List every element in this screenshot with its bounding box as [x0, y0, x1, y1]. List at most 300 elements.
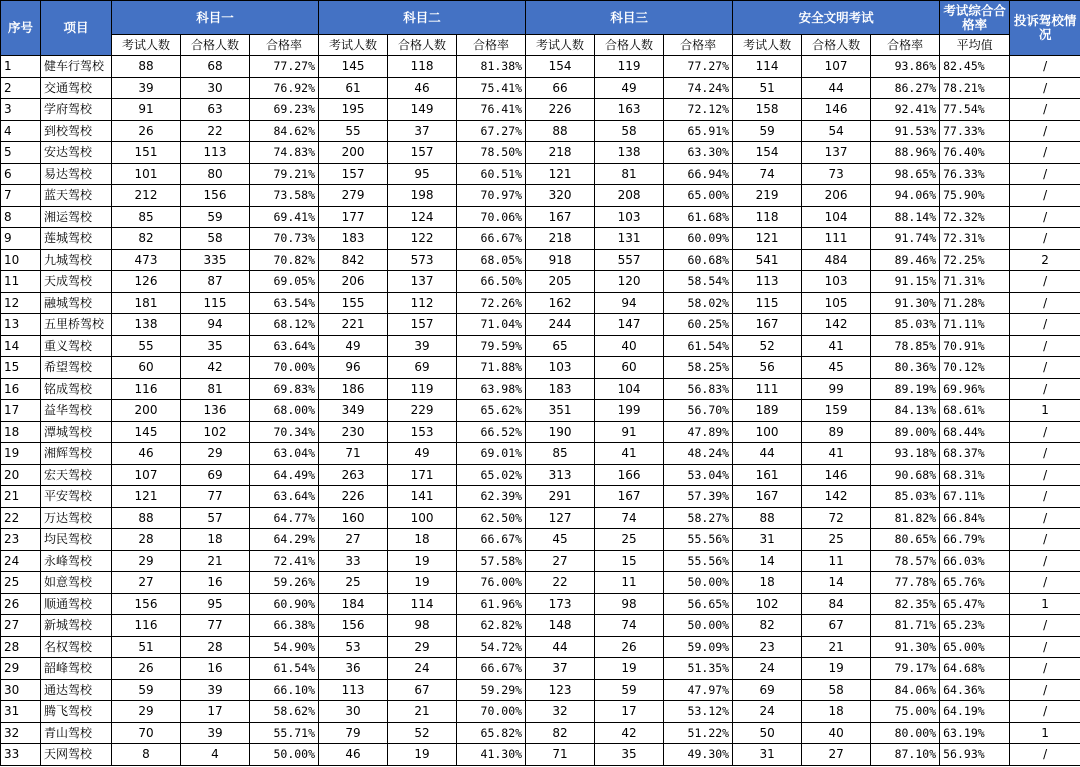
cell-s2-rate: 63.98%	[457, 378, 526, 400]
cell-complaint: /	[1010, 357, 1080, 379]
subheader-s3-passed: 合格人数	[595, 35, 664, 56]
cell-safe-passed: 89	[802, 421, 871, 443]
cell-s1-takers: 60	[112, 357, 181, 379]
cell-s2-rate: 81.38%	[457, 56, 526, 78]
cell-school: 重义驾校	[41, 335, 112, 357]
cell-s1-rate: 68.12%	[250, 314, 319, 336]
cell-complaint: /	[1010, 679, 1080, 701]
cell-s2-takers: 36	[319, 658, 388, 680]
cell-safe-takers: 51	[733, 77, 802, 99]
cell-safe-passed: 73	[802, 163, 871, 185]
cell-school: 湘运驾校	[41, 206, 112, 228]
cell-safe-passed: 21	[802, 636, 871, 658]
table-row	[1, 142, 1080, 164]
cell-complaint: /	[1010, 335, 1080, 357]
cell-s1-takers: 39	[112, 77, 181, 99]
cell-overall-avg: 77.54%	[940, 99, 1010, 121]
table-row	[1, 529, 1080, 551]
cell-s1-passed: 59	[181, 206, 250, 228]
cell-s1-passed: 115	[181, 292, 250, 314]
cell-s2-rate: 65.02%	[457, 464, 526, 486]
cell-s2-passed: 37	[388, 120, 457, 142]
cell-s1-takers: 8	[112, 744, 181, 766]
table-row	[1, 378, 1080, 400]
cell-s1-rate: 59.26%	[250, 572, 319, 594]
cell-s3-takers: 121	[526, 163, 595, 185]
cell-s1-passed: 94	[181, 314, 250, 336]
cell-s2-passed: 119	[388, 378, 457, 400]
table-row	[1, 228, 1080, 250]
cell-s3-rate: 65.00%	[664, 185, 733, 207]
header-complaint	[1010, 1, 1080, 56]
cell-s2-passed: 573	[388, 249, 457, 271]
cell-safe-rate: 91.30%	[871, 636, 940, 658]
cell-s1-passed: 63	[181, 99, 250, 121]
cell-s2-takers: 145	[319, 56, 388, 78]
table-row	[1, 335, 1080, 357]
cell-s1-rate: 69.41%	[250, 206, 319, 228]
cell-s3-takers: 88	[526, 120, 595, 142]
cell-s1-passed: 22	[181, 120, 250, 142]
cell-complaint: 1	[1010, 722, 1080, 744]
cell-safe-rate: 91.53%	[871, 120, 940, 142]
cell-safe-takers: 23	[733, 636, 802, 658]
subheader-average: 平均值	[940, 35, 1010, 56]
cell-no: 8	[1, 206, 41, 228]
cell-no: 5	[1, 142, 41, 164]
cell-s1-takers: 70	[112, 722, 181, 744]
cell-s2-rate: 66.67%	[457, 529, 526, 551]
cell-s2-rate: 67.27%	[457, 120, 526, 142]
cell-s1-passed: 69	[181, 464, 250, 486]
cell-s1-takers: 28	[112, 529, 181, 551]
cell-overall-avg: 68.31%	[940, 464, 1010, 486]
cell-s1-rate: 70.82%	[250, 249, 319, 271]
cell-overall-avg: 71.28%	[940, 292, 1010, 314]
table-row	[1, 400, 1080, 422]
cell-safe-rate: 87.10%	[871, 744, 940, 766]
cell-complaint: /	[1010, 615, 1080, 637]
cell-safe-passed: 111	[802, 228, 871, 250]
cell-s3-passed: 74	[595, 507, 664, 529]
cell-school: 天网驾校	[41, 744, 112, 766]
cell-s1-rate: 50.00%	[250, 744, 319, 766]
cell-safe-rate: 88.96%	[871, 142, 940, 164]
cell-s1-takers: 27	[112, 572, 181, 594]
cell-s1-passed: 35	[181, 335, 250, 357]
cell-complaint: /	[1010, 314, 1080, 336]
cell-s3-rate: 51.35%	[664, 658, 733, 680]
cell-safe-passed: 18	[802, 701, 871, 723]
cell-s2-takers: 206	[319, 271, 388, 293]
cell-safe-rate: 85.03%	[871, 486, 940, 508]
cell-s2-takers: 25	[319, 572, 388, 594]
cell-s2-takers: 55	[319, 120, 388, 142]
cell-s3-passed: 104	[595, 378, 664, 400]
cell-s1-rate: 63.54%	[250, 292, 319, 314]
cell-safe-rate: 84.13%	[871, 400, 940, 422]
cell-s1-passed: 87	[181, 271, 250, 293]
cell-overall-avg: 68.44%	[940, 421, 1010, 443]
cell-safe-rate: 78.85%	[871, 335, 940, 357]
cell-s3-takers: 320	[526, 185, 595, 207]
cell-s2-takers: 71	[319, 443, 388, 465]
cell-s2-rate: 62.39%	[457, 486, 526, 508]
subheader-s2-rate: 合格率	[457, 35, 526, 56]
cell-s3-rate: 61.54%	[664, 335, 733, 357]
cell-school: 希望驾校	[41, 357, 112, 379]
cell-safe-takers: 74	[733, 163, 802, 185]
cell-s2-takers: 349	[319, 400, 388, 422]
cell-overall-avg: 64.19%	[940, 701, 1010, 723]
cell-s3-passed: 11	[595, 572, 664, 594]
cell-complaint: /	[1010, 56, 1080, 78]
cell-safe-rate: 92.41%	[871, 99, 940, 121]
cell-s3-takers: 218	[526, 228, 595, 250]
cell-s1-takers: 200	[112, 400, 181, 422]
cell-s3-passed: 58	[595, 120, 664, 142]
cell-safe-takers: 102	[733, 593, 802, 615]
cell-s2-passed: 18	[388, 529, 457, 551]
cell-s3-passed: 15	[595, 550, 664, 572]
cell-s2-takers: 186	[319, 378, 388, 400]
cell-s3-takers: 103	[526, 357, 595, 379]
cell-no: 32	[1, 722, 41, 744]
cell-s2-rate: 54.72%	[457, 636, 526, 658]
cell-school: 九城驾校	[41, 249, 112, 271]
cell-s1-rate: 61.54%	[250, 658, 319, 680]
cell-no: 26	[1, 593, 41, 615]
cell-s2-passed: 118	[388, 56, 457, 78]
cell-complaint: /	[1010, 464, 1080, 486]
cell-s3-takers: 162	[526, 292, 595, 314]
cell-s1-passed: 16	[181, 572, 250, 594]
cell-s1-passed: 16	[181, 658, 250, 680]
cell-no: 7	[1, 185, 41, 207]
header-overall-pass-rate	[940, 1, 1010, 35]
cell-s3-passed: 103	[595, 206, 664, 228]
cell-school: 五里桥驾校	[41, 314, 112, 336]
cell-safe-takers: 111	[733, 378, 802, 400]
cell-s2-rate: 61.96%	[457, 593, 526, 615]
cell-no: 1	[1, 56, 41, 78]
cell-s1-takers: 101	[112, 163, 181, 185]
cell-s1-takers: 29	[112, 550, 181, 572]
cell-s2-takers: 156	[319, 615, 388, 637]
table-row	[1, 120, 1080, 142]
cell-complaint: /	[1010, 744, 1080, 766]
cell-school: 均民驾校	[41, 529, 112, 551]
table-row	[1, 615, 1080, 637]
cell-no: 15	[1, 357, 41, 379]
cell-s3-takers: 71	[526, 744, 595, 766]
cell-s1-rate: 55.71%	[250, 722, 319, 744]
cell-complaint: /	[1010, 228, 1080, 250]
cell-s3-rate: 50.00%	[664, 572, 733, 594]
cell-school: 天成驾校	[41, 271, 112, 293]
cell-school: 健车行驾校	[41, 56, 112, 78]
cell-s3-passed: 74	[595, 615, 664, 637]
cell-s3-rate: 48.24%	[664, 443, 733, 465]
cell-s3-takers: 183	[526, 378, 595, 400]
cell-s2-rate: 62.50%	[457, 507, 526, 529]
cell-s1-passed: 42	[181, 357, 250, 379]
cell-no: 24	[1, 550, 41, 572]
cell-no: 13	[1, 314, 41, 336]
cell-s1-rate: 64.29%	[250, 529, 319, 551]
cell-no: 2	[1, 77, 41, 99]
cell-s3-rate: 58.54%	[664, 271, 733, 293]
cell-safe-passed: 45	[802, 357, 871, 379]
cell-s1-rate: 70.73%	[250, 228, 319, 250]
table-row	[1, 314, 1080, 336]
cell-no: 6	[1, 163, 41, 185]
cell-s1-takers: 116	[112, 378, 181, 400]
cell-school: 如意驾校	[41, 572, 112, 594]
cell-overall-avg: 68.37%	[940, 443, 1010, 465]
cell-overall-avg: 70.91%	[940, 335, 1010, 357]
cell-s1-passed: 58	[181, 228, 250, 250]
cell-s1-rate: 73.58%	[250, 185, 319, 207]
cell-s3-takers: 351	[526, 400, 595, 422]
cell-safe-rate: 93.86%	[871, 56, 940, 78]
cell-safe-takers: 31	[733, 744, 802, 766]
table-row	[1, 292, 1080, 314]
cell-s2-takers: 79	[319, 722, 388, 744]
cell-safe-rate: 89.46%	[871, 249, 940, 271]
cell-s2-rate: 66.67%	[457, 658, 526, 680]
cell-safe-passed: 19	[802, 658, 871, 680]
cell-s1-passed: 39	[181, 679, 250, 701]
cell-s2-passed: 122	[388, 228, 457, 250]
cell-s2-passed: 100	[388, 507, 457, 529]
cell-complaint: /	[1010, 443, 1080, 465]
cell-s3-rate: 66.94%	[664, 163, 733, 185]
cell-s1-passed: 77	[181, 615, 250, 637]
cell-s2-rate: 69.01%	[457, 443, 526, 465]
cell-no: 18	[1, 421, 41, 443]
subheader-s1-takers: 考试人数	[112, 35, 181, 56]
cell-s3-rate: 59.09%	[664, 636, 733, 658]
cell-s2-rate: 78.50%	[457, 142, 526, 164]
cell-complaint: /	[1010, 271, 1080, 293]
cell-s3-takers: 313	[526, 464, 595, 486]
cell-s2-rate: 70.06%	[457, 206, 526, 228]
cell-s3-rate: 72.12%	[664, 99, 733, 121]
cell-s2-passed: 29	[388, 636, 457, 658]
cell-s1-takers: 85	[112, 206, 181, 228]
cell-s2-rate: 57.58%	[457, 550, 526, 572]
cell-no: 14	[1, 335, 41, 357]
cell-s1-takers: 138	[112, 314, 181, 336]
cell-s2-takers: 30	[319, 701, 388, 723]
cell-s2-rate: 79.59%	[457, 335, 526, 357]
subheader-s2-passed: 合格人数	[388, 35, 457, 56]
header-item: 项目	[41, 1, 112, 56]
cell-overall-avg: 72.32%	[940, 206, 1010, 228]
cell-school: 顺通驾校	[41, 593, 112, 615]
cell-s3-passed: 40	[595, 335, 664, 357]
cell-s2-rate: 76.41%	[457, 99, 526, 121]
cell-s2-takers: 157	[319, 163, 388, 185]
cell-complaint: /	[1010, 529, 1080, 551]
cell-s1-rate: 64.77%	[250, 507, 319, 529]
cell-complaint: 1	[1010, 593, 1080, 615]
cell-s3-passed: 41	[595, 443, 664, 465]
cell-s3-rate: 65.91%	[664, 120, 733, 142]
cell-complaint: /	[1010, 120, 1080, 142]
cell-safe-passed: 484	[802, 249, 871, 271]
subheader-safe-rate: 合格率	[871, 35, 940, 56]
cell-s3-passed: 98	[595, 593, 664, 615]
cell-s3-takers: 66	[526, 77, 595, 99]
cell-s2-takers: 263	[319, 464, 388, 486]
cell-school: 宏天驾校	[41, 464, 112, 486]
cell-school: 交通驾校	[41, 77, 112, 99]
cell-s2-rate: 72.26%	[457, 292, 526, 314]
cell-s2-rate: 59.29%	[457, 679, 526, 701]
table-row	[1, 464, 1080, 486]
cell-s2-takers: 96	[319, 357, 388, 379]
cell-safe-rate: 85.03%	[871, 314, 940, 336]
cell-s2-takers: 200	[319, 142, 388, 164]
cell-safe-passed: 159	[802, 400, 871, 422]
cell-no: 33	[1, 744, 41, 766]
cell-s3-rate: 58.27%	[664, 507, 733, 529]
cell-complaint: /	[1010, 99, 1080, 121]
table-row	[1, 679, 1080, 701]
cell-s3-passed: 17	[595, 701, 664, 723]
cell-school: 融城驾校	[41, 292, 112, 314]
cell-complaint: /	[1010, 486, 1080, 508]
table-row	[1, 658, 1080, 680]
cell-s1-passed: 18	[181, 529, 250, 551]
cell-s1-takers: 88	[112, 56, 181, 78]
cell-overall-avg: 65.47%	[940, 593, 1010, 615]
cell-no: 22	[1, 507, 41, 529]
cell-s2-passed: 19	[388, 744, 457, 766]
cell-s3-rate: 56.70%	[664, 400, 733, 422]
cell-s1-passed: 28	[181, 636, 250, 658]
cell-overall-avg: 71.31%	[940, 271, 1010, 293]
cell-overall-avg: 72.31%	[940, 228, 1010, 250]
cell-s3-rate: 58.02%	[664, 292, 733, 314]
cell-overall-avg: 72.25%	[940, 249, 1010, 271]
cell-no: 12	[1, 292, 41, 314]
cell-s2-passed: 24	[388, 658, 457, 680]
table-row	[1, 99, 1080, 121]
cell-complaint: /	[1010, 636, 1080, 658]
cell-s3-rate: 47.97%	[664, 679, 733, 701]
cell-s1-takers: 107	[112, 464, 181, 486]
cell-safe-takers: 541	[733, 249, 802, 271]
cell-s2-passed: 39	[388, 335, 457, 357]
cell-safe-passed: 142	[802, 486, 871, 508]
cell-safe-rate: 82.35%	[871, 593, 940, 615]
cell-s2-rate: 70.00%	[457, 701, 526, 723]
cell-s3-takers: 167	[526, 206, 595, 228]
cell-s3-rate: 47.89%	[664, 421, 733, 443]
cell-s1-takers: 212	[112, 185, 181, 207]
cell-s2-rate: 66.67%	[457, 228, 526, 250]
cell-s3-passed: 163	[595, 99, 664, 121]
subheader-safe-passed: 合格人数	[802, 35, 871, 56]
header-complaint-label: 投诉驾校情况	[1013, 13, 1077, 42]
cell-s1-takers: 151	[112, 142, 181, 164]
cell-safe-rate: 91.30%	[871, 292, 940, 314]
cell-s3-rate: 49.30%	[664, 744, 733, 766]
cell-s1-passed: 77	[181, 486, 250, 508]
cell-s3-passed: 166	[595, 464, 664, 486]
cell-safe-takers: 14	[733, 550, 802, 572]
cell-s3-passed: 25	[595, 529, 664, 551]
cell-s1-passed: 30	[181, 77, 250, 99]
cell-s1-rate: 63.64%	[250, 335, 319, 357]
cell-safe-passed: 103	[802, 271, 871, 293]
cell-s3-rate: 61.68%	[664, 206, 733, 228]
cell-safe-passed: 104	[802, 206, 871, 228]
cell-safe-takers: 167	[733, 314, 802, 336]
table-row	[1, 443, 1080, 465]
cell-overall-avg: 77.33%	[940, 120, 1010, 142]
cell-s2-passed: 67	[388, 679, 457, 701]
cell-no: 11	[1, 271, 41, 293]
header-subject-1: 科目一	[112, 1, 319, 35]
cell-s1-passed: 113	[181, 142, 250, 164]
cell-school: 通达驾校	[41, 679, 112, 701]
cell-safe-takers: 167	[733, 486, 802, 508]
table-row	[1, 206, 1080, 228]
cell-no: 20	[1, 464, 41, 486]
cell-safe-rate: 80.36%	[871, 357, 940, 379]
cell-s3-passed: 131	[595, 228, 664, 250]
cell-safe-passed: 137	[802, 142, 871, 164]
cell-s1-passed: 80	[181, 163, 250, 185]
cell-complaint: 1	[1010, 400, 1080, 422]
table-row	[1, 636, 1080, 658]
cell-s1-rate: 69.23%	[250, 99, 319, 121]
cell-s3-passed: 60	[595, 357, 664, 379]
cell-s2-takers: 160	[319, 507, 388, 529]
table-body	[1, 56, 1080, 766]
cell-school: 腾飞驾校	[41, 701, 112, 723]
cell-s3-passed: 49	[595, 77, 664, 99]
cell-s3-rate: 53.12%	[664, 701, 733, 723]
cell-complaint: /	[1010, 550, 1080, 572]
cell-safe-passed: 206	[802, 185, 871, 207]
cell-school: 益华驾校	[41, 400, 112, 422]
cell-no: 9	[1, 228, 41, 250]
cell-complaint: /	[1010, 701, 1080, 723]
cell-overall-avg: 76.33%	[940, 163, 1010, 185]
cell-s3-takers: 244	[526, 314, 595, 336]
cell-s3-passed: 199	[595, 400, 664, 422]
cell-safe-rate: 78.57%	[871, 550, 940, 572]
subheader-s3-takers: 考试人数	[526, 35, 595, 56]
table-row	[1, 486, 1080, 508]
cell-s2-takers: 279	[319, 185, 388, 207]
cell-safe-passed: 67	[802, 615, 871, 637]
cell-s2-passed: 69	[388, 357, 457, 379]
cell-safe-rate: 90.68%	[871, 464, 940, 486]
cell-overall-avg: 78.21%	[940, 77, 1010, 99]
cell-s3-passed: 19	[595, 658, 664, 680]
cell-school: 到校驾校	[41, 120, 112, 142]
cell-school: 安达驾校	[41, 142, 112, 164]
cell-s3-takers: 127	[526, 507, 595, 529]
subheader-s1-rate: 合格率	[250, 35, 319, 56]
cell-s3-rate: 53.04%	[664, 464, 733, 486]
